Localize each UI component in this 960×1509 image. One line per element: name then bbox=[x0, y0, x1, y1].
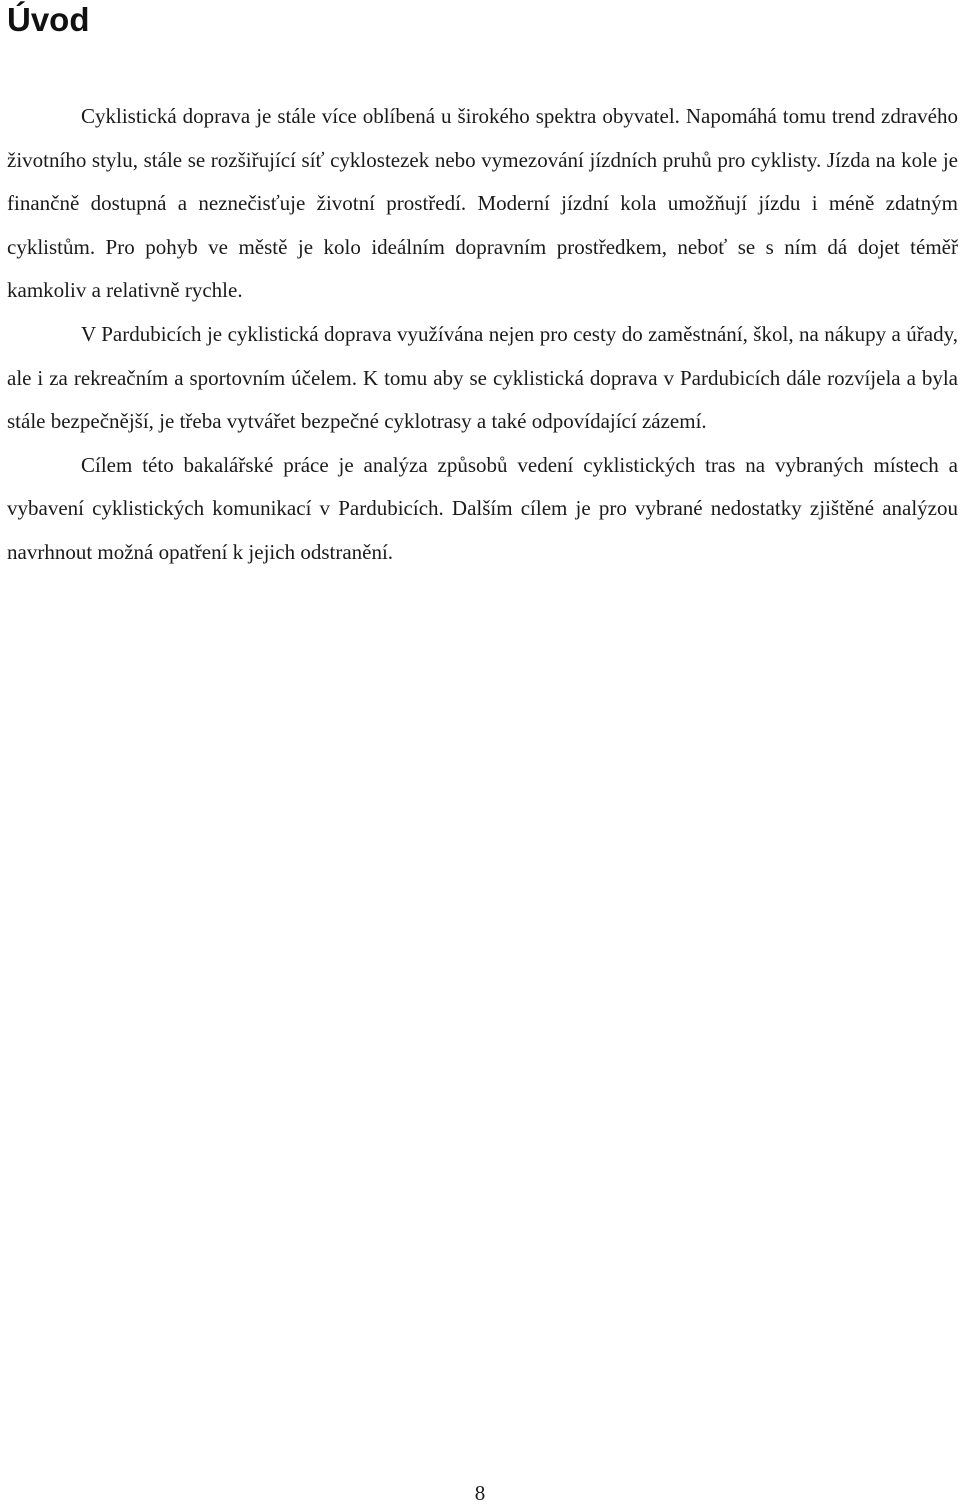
paragraph-3: Cílem této bakalářské práce je analýza způsobů vedení cyklistických tras na vybraných místech a vybavení cyklistických komunikací v Pardubicích. Dalším cílem je pro vybrané nedostatky zjištěné analýzou navrhnout možná opatření k jejich odstranění. bbox=[7, 452, 958, 564]
page-heading: Úvod bbox=[7, 1, 90, 38]
page-number: 8 bbox=[474, 1481, 486, 1505]
paragraph-2: V Pardubicích je cyklistická doprava využívána nejen pro cesty do zaměstnání, škol, na nákupy a úřady, ale i za rekreačním a sportovním účelem. K tomu aby se cyklistická doprava v Pardubicích dále rozvíjela a byla stále bezpečnější, je třeba vytvářet bezpečné cyklotrasy a také odpovídající zázemí. bbox=[7, 321, 958, 434]
paragraph-1: Cyklistická doprava je stále více oblíbená u širokého spektra obyvatel. Napomáhá tomu trend zdravého životního stylu, stále se rozšiřující síť cyklostezek nebo vymezování jízdních pruhů pro cyklisty. Jízda na kole je finančně dostupná a neznečisťuje životní prostředí. Moderní jízdní kola umožňují jízdu i méně zdatným cyklistům. Pro pohyb ve městě je kolo ideálním dopravním prostředkem, neboť se s ním dá dojet téměř kamkoliv a relativně rychle. bbox=[7, 104, 958, 303]
body-text bbox=[7, 95, 958, 575]
